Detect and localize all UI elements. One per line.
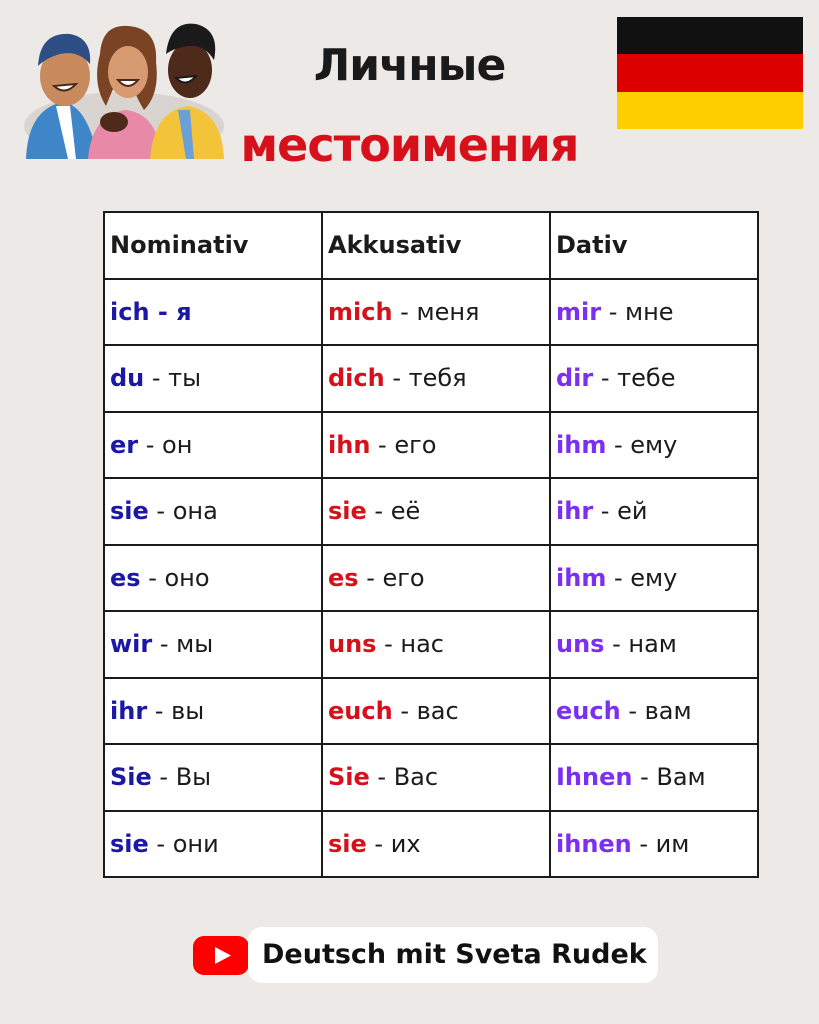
cell-dativ bbox=[550, 279, 758, 346]
russian-translation: - Вас bbox=[369, 763, 439, 792]
cell-dativ bbox=[550, 345, 758, 412]
german-pronoun: du bbox=[110, 364, 145, 393]
german-pronoun: mir bbox=[556, 297, 602, 326]
german-pronoun: ihr bbox=[556, 497, 594, 526]
german-pronoun: ihnen bbox=[556, 829, 632, 858]
cell-dativ bbox=[550, 811, 758, 878]
russian-translation: - они bbox=[148, 829, 219, 858]
cell-dativ bbox=[550, 678, 758, 745]
table-row bbox=[104, 345, 758, 412]
russian-translation: - она bbox=[148, 497, 218, 526]
table-row bbox=[104, 678, 758, 745]
page-title-line2: местоимения bbox=[240, 118, 579, 172]
russian-translation: - Вам bbox=[632, 763, 706, 792]
youtube-icon bbox=[193, 936, 249, 975]
german-pronoun: euch bbox=[328, 696, 393, 725]
table-row bbox=[104, 412, 758, 479]
table-row bbox=[104, 545, 758, 612]
german-pronoun: es bbox=[110, 563, 141, 592]
cell-dativ bbox=[550, 611, 758, 678]
channel-name: Deutsch mit Sveta Rudek bbox=[262, 939, 647, 970]
header-akkusativ: Akkusativ bbox=[322, 212, 550, 279]
german-pronoun: ihm bbox=[556, 430, 607, 459]
table-row bbox=[104, 811, 758, 878]
cell-akkusativ bbox=[322, 279, 550, 346]
russian-translation: - его bbox=[358, 563, 425, 592]
cell-akkusativ bbox=[322, 412, 550, 479]
cell-akkusativ bbox=[322, 811, 550, 878]
german-flag-icon bbox=[617, 17, 803, 129]
russian-translation: - нас bbox=[376, 630, 444, 659]
pronoun-table bbox=[103, 211, 759, 878]
cell-nominativ bbox=[104, 811, 322, 878]
german-pronoun: ich bbox=[110, 297, 150, 326]
table-row bbox=[104, 279, 758, 346]
cell-akkusativ bbox=[322, 478, 550, 545]
russian-translation: - нам bbox=[604, 630, 677, 659]
cell-akkusativ bbox=[322, 611, 550, 678]
russian-translation: - её bbox=[366, 497, 421, 526]
german-pronoun: sie bbox=[110, 497, 149, 526]
german-pronoun: Sie bbox=[328, 763, 370, 792]
cell-dativ bbox=[550, 744, 758, 811]
page-title-line1: Личные bbox=[313, 40, 506, 91]
russian-translation: - вы bbox=[147, 696, 205, 725]
russian-translation: - меня bbox=[392, 297, 480, 326]
russian-translation: - им bbox=[631, 829, 690, 858]
cell-nominativ bbox=[104, 412, 322, 479]
russian-translation: - тебя bbox=[384, 364, 467, 393]
russian-translation: - их bbox=[366, 829, 421, 858]
table-row bbox=[104, 611, 758, 678]
german-pronoun: Sie bbox=[110, 763, 152, 792]
channel-name-pill bbox=[248, 927, 658, 983]
cell-akkusativ bbox=[322, 345, 550, 412]
cell-nominativ bbox=[104, 744, 322, 811]
header-nominativ: Nominativ bbox=[104, 212, 322, 279]
cell-akkusativ bbox=[322, 545, 550, 612]
cell-nominativ bbox=[104, 545, 322, 612]
cell-nominativ bbox=[104, 345, 322, 412]
cell-dativ bbox=[550, 412, 758, 479]
german-pronoun: Ihnen bbox=[556, 763, 633, 792]
cell-akkusativ bbox=[322, 744, 550, 811]
cell-nominativ bbox=[104, 478, 322, 545]
table-header-row bbox=[104, 212, 758, 279]
table-row bbox=[104, 744, 758, 811]
russian-translation: - вам bbox=[620, 696, 692, 725]
russian-translation: - ты bbox=[144, 364, 202, 393]
german-pronoun: dir bbox=[556, 364, 594, 393]
german-pronoun: sie bbox=[328, 497, 367, 526]
cell-akkusativ bbox=[322, 678, 550, 745]
russian-translation: - оно bbox=[140, 563, 210, 592]
german-pronoun: wir bbox=[110, 630, 153, 659]
german-pronoun: er bbox=[110, 430, 139, 459]
cell-nominativ bbox=[104, 678, 322, 745]
russian-translation: - ей bbox=[593, 497, 648, 526]
german-pronoun: uns bbox=[328, 630, 377, 659]
german-pronoun: mich bbox=[328, 297, 393, 326]
german-pronoun: ihm bbox=[556, 563, 607, 592]
russian-translation: - ему bbox=[606, 430, 678, 459]
table-row bbox=[104, 478, 758, 545]
cell-dativ bbox=[550, 478, 758, 545]
german-pronoun: ihr bbox=[110, 696, 148, 725]
channel-footer bbox=[193, 927, 658, 983]
cell-nominativ bbox=[104, 611, 322, 678]
russian-translation: - мне bbox=[601, 297, 674, 326]
cell-nominativ bbox=[104, 279, 322, 346]
russian-translation: - ему bbox=[606, 563, 678, 592]
german-pronoun: es bbox=[328, 563, 359, 592]
german-pronoun: uns bbox=[556, 630, 605, 659]
german-pronoun: ihn bbox=[328, 430, 371, 459]
russian-translation: - он bbox=[138, 430, 193, 459]
german-pronoun: sie bbox=[110, 829, 149, 858]
german-pronoun: euch bbox=[556, 696, 621, 725]
russian-translation: - я bbox=[149, 297, 192, 326]
header-dativ: Dativ bbox=[550, 212, 758, 279]
german-pronoun: sie bbox=[328, 829, 367, 858]
russian-translation: - мы bbox=[152, 630, 214, 659]
russian-translation: - тебе bbox=[593, 364, 676, 393]
russian-translation: - его bbox=[370, 430, 437, 459]
cell-dativ bbox=[550, 545, 758, 612]
russian-translation: - Вы bbox=[151, 763, 212, 792]
russian-translation: - вас bbox=[392, 696, 459, 725]
german-pronoun: dich bbox=[328, 364, 385, 393]
